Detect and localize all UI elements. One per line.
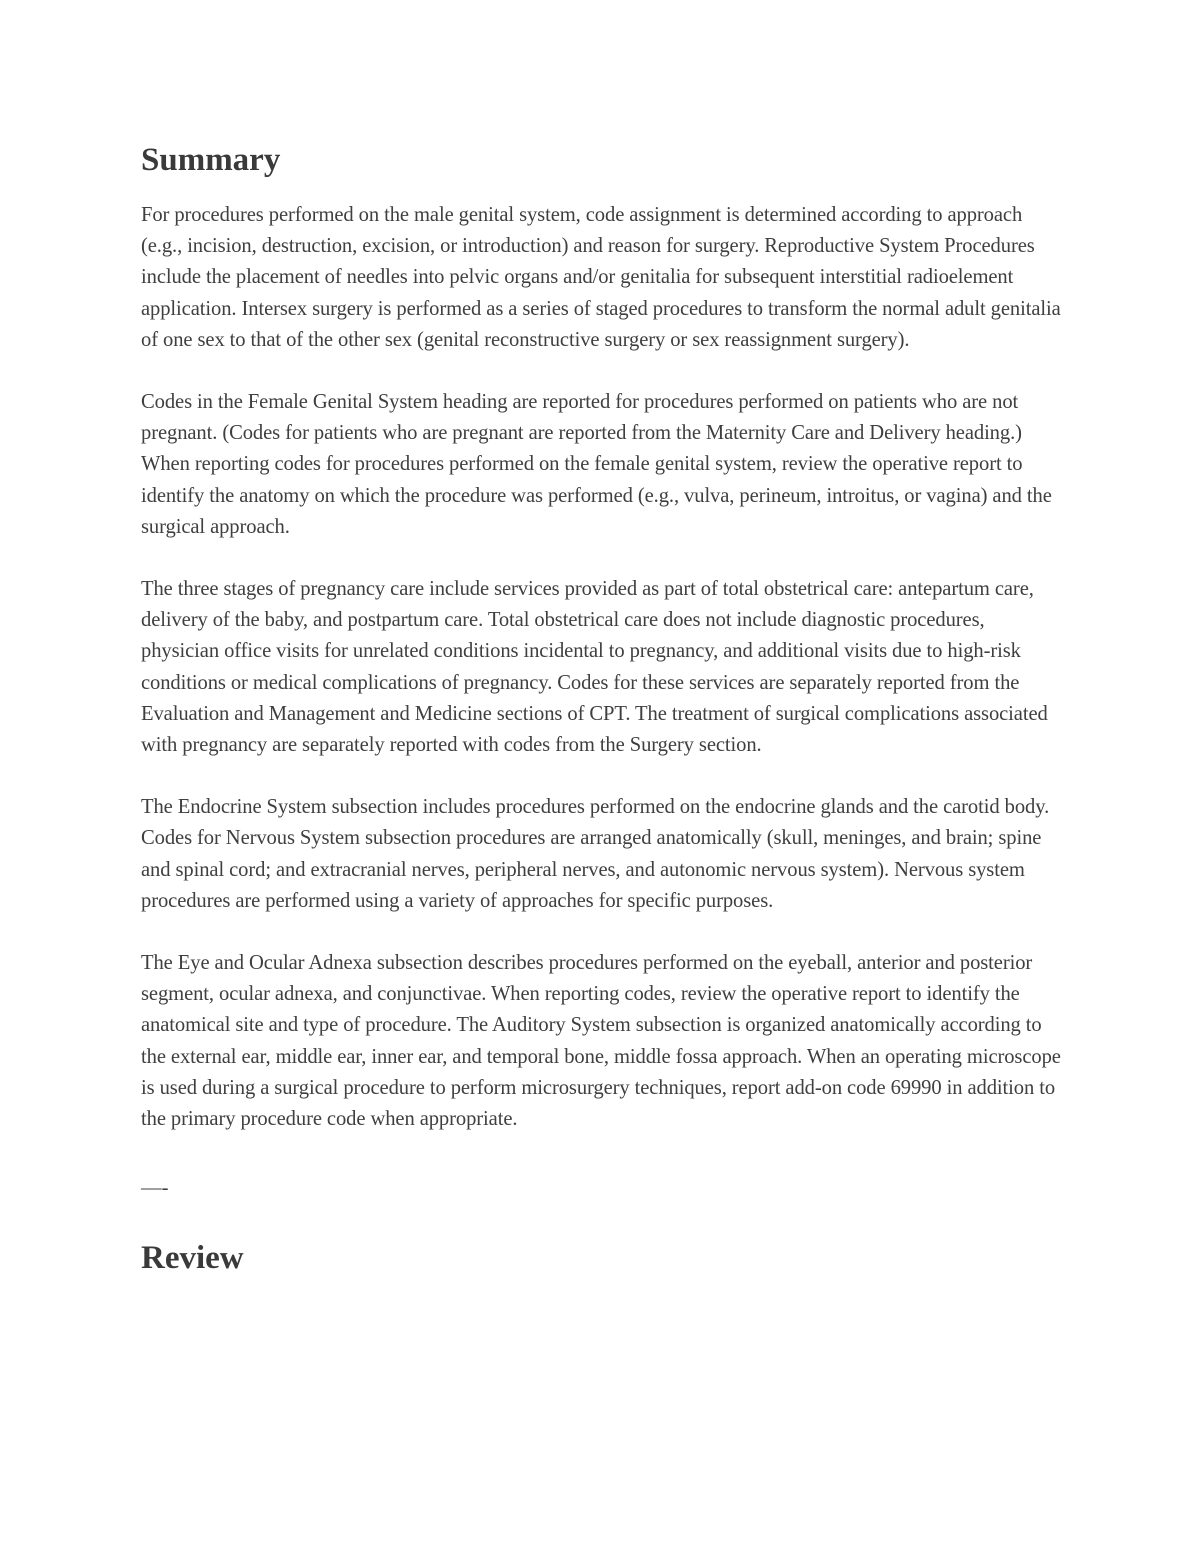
summary-paragraph-male-genital: For procedures performed on the male genital system, code assignment is determined according to approach (e.g., incision, destruction, excision, or introduction) and reason for surgery. Reproductive System Procedures include the placement of needles into pelvic organs and/or genitalia for subsequent interstitial radioelement application. Intersex surgery is performed as a series of staged procedures to transform the normal adult genitalia of one sex to that of the other sex (genital reconstructive surgery or sex reassignment surgery).: [141, 204, 1061, 351]
document-page: [141, 140, 1061, 1278]
summary-paragraph-female-genital: Codes in the Female Genital System heading are reported for procedures performed on patients who are not pregnant. (Codes for patients who are pregnant are reported from the Maternity Care and Delivery heading.) When reporting codes for procedures performed on the female genital system, review the operative report to identify the anatomy on which the procedure was performed (e.g., vulva, perineum, introitus, or vagina) and the surgical approach.: [141, 391, 1052, 538]
summary-paragraph-eye-auditory: The Eye and Ocular Adnexa subsection describes procedures performed on the eyeball, anterior and posterior segment, ocular adnexa, and conjunctivae. When reporting codes, review the operative report to identify the anatomical site and type of procedure. The Auditory System subsection is organized anatomically according to the external ear, middle ear, inner ear, and temporal bone, middle fossa approach. When an operating microscope is used during a surgical procedure to perform microsurgery techniques, report add-on code 69990 in addition to the primary procedure code when appropriate.: [141, 952, 1061, 1131]
summary-heading: Summary: [141, 142, 281, 178]
summary-paragraph-endocrine-nervous: The Endocrine System subsection includes procedures performed on the endocrine glands and the carotid body. Codes for Nervous System subsection procedures are arranged anatomically (skull, meninges, and brain; spine and spinal cord; and extracranial nerves, peripheral nerves, and autonomic nervous system). Nervous system procedures are performed using a variety of approaches for specific purposes.: [141, 796, 1050, 912]
summary-paragraph-pregnancy-care: The three stages of pregnancy care include services provided as part of total obstetrical care: antepartum care, delivery of the baby, and postpartum care. Total obstetrical care does not include diagnostic procedures, physician office visits for unrelated conditions incidental to pregnancy, and additional visits due to high-risk conditions or medical complications of pregnancy. Codes for these services are separately reported from the Evaluation and Management and Medicine sections of CPT. The treatment of surgical complications associated with pregnancy are separately reported with codes from the Surgery section.: [141, 578, 1048, 757]
section-divider: —-: [141, 1177, 169, 1200]
review-heading: Review: [141, 1240, 244, 1277]
